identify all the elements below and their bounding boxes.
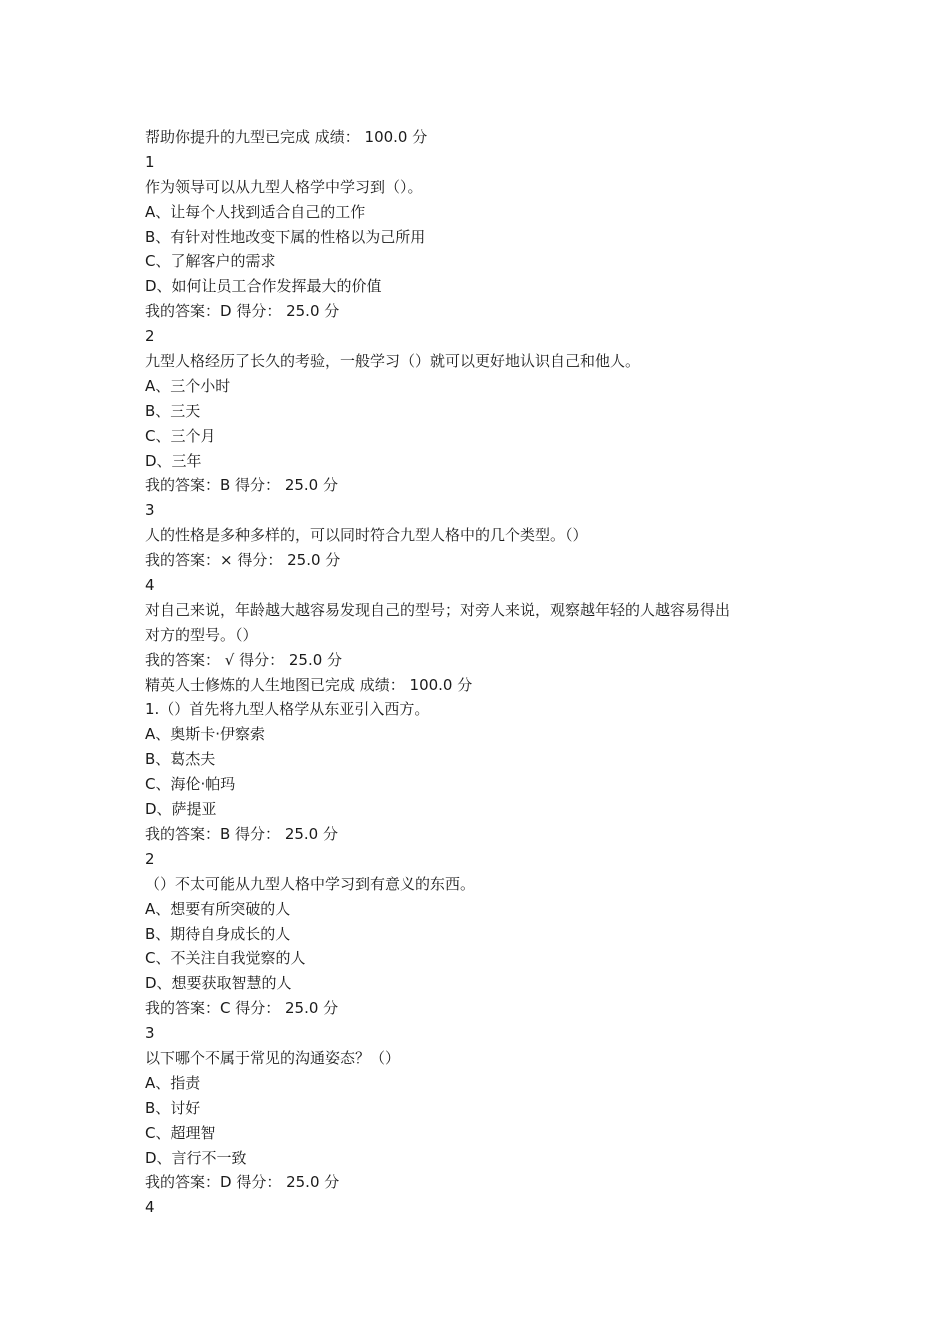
option-d: D、如何让员工合作发挥最大的价值 [145, 277, 382, 296]
answer-score: 我的答案：D 得分： 25.0 分 [145, 1173, 340, 1192]
section-title: 帮助你提升的九型已完成 成绩： 100.0 分 [145, 128, 428, 146]
option-a: A、三个小时 [145, 376, 231, 395]
option-a: A、让每个人找到适合自己的工作 [145, 202, 366, 221]
option-c: C、不关注自我觉察的人 [145, 949, 306, 968]
question-text: 作为领导可以从九型人格学中学习到（）。 [145, 177, 423, 196]
option-d: D、言行不一致 [145, 1148, 247, 1167]
answer-score: 我的答案：B 得分： 25.0 分 [145, 476, 338, 495]
question-text-continued: 对方的型号。（） [145, 625, 258, 644]
option-a: A、奥斯卡·伊察索 [145, 725, 266, 744]
question-number: 1 [145, 152, 155, 171]
question-text: 对自己来说，年龄越大越容易发现自己的型号；对旁人来说，观察越年轻的人越容易得出 [145, 600, 731, 619]
question-number: 3 [145, 1024, 155, 1043]
question-number: 4 [145, 576, 155, 595]
question-text: 人的性格是多种多样的，可以同时符合九型人格中的几个类型。（） [145, 526, 588, 545]
option-c: C、三个月 [145, 426, 216, 445]
option-b: B、葛杰夫 [145, 750, 216, 769]
answer-score: 我的答案：C 得分： 25.0 分 [145, 999, 339, 1018]
document-page [145, 125, 825, 1220]
option-b: B、三天 [145, 401, 201, 420]
option-b: B、讨好 [145, 1098, 201, 1117]
option-d: D、三年 [145, 451, 202, 470]
question-number: 3 [145, 501, 155, 520]
question-text: 以下哪个不属于常见的沟通姿态？（） [145, 1048, 401, 1067]
answer-score: 我的答案：B 得分： 25.0 分 [145, 824, 338, 843]
option-a: A、想要有所突破的人 [145, 899, 291, 918]
answer-score: 我的答案：× 得分： 25.0 分 [145, 551, 341, 570]
question-number: 4 [145, 1198, 155, 1217]
option-b: B、有针对性地改变下属的性格以为己所用 [145, 227, 426, 246]
option-c: C、海伦·帕玛 [145, 775, 236, 794]
question-text: 九型人格经历了长久的考验，一般学习（）就可以更好地认识自己和他人。 [145, 352, 641, 371]
section-title: 精英人士修炼的人生地图已完成 成绩： 100.0 分 [145, 675, 473, 694]
question-text: （）不太可能从九型人格中学习到有意义的东西。 [145, 874, 476, 893]
option-d: D、想要获取智慧的人 [145, 974, 292, 993]
option-b: B、期待自身成长的人 [145, 924, 291, 943]
option-c: C、了解客户的需求 [145, 252, 276, 271]
answer-score: 我的答案：D 得分： 25.0 分 [145, 302, 340, 321]
answer-score: 我的答案： √ 得分： 25.0 分 [145, 650, 343, 669]
option-c: C、超理智 [145, 1123, 216, 1142]
question-text: 1.（）首先将九型人格学从东亚引入西方。 [145, 700, 430, 719]
question-number: 2 [145, 327, 155, 346]
option-d: D、萨提亚 [145, 800, 217, 819]
question-number: 2 [145, 849, 155, 868]
option-a: A、指责 [145, 1073, 201, 1092]
